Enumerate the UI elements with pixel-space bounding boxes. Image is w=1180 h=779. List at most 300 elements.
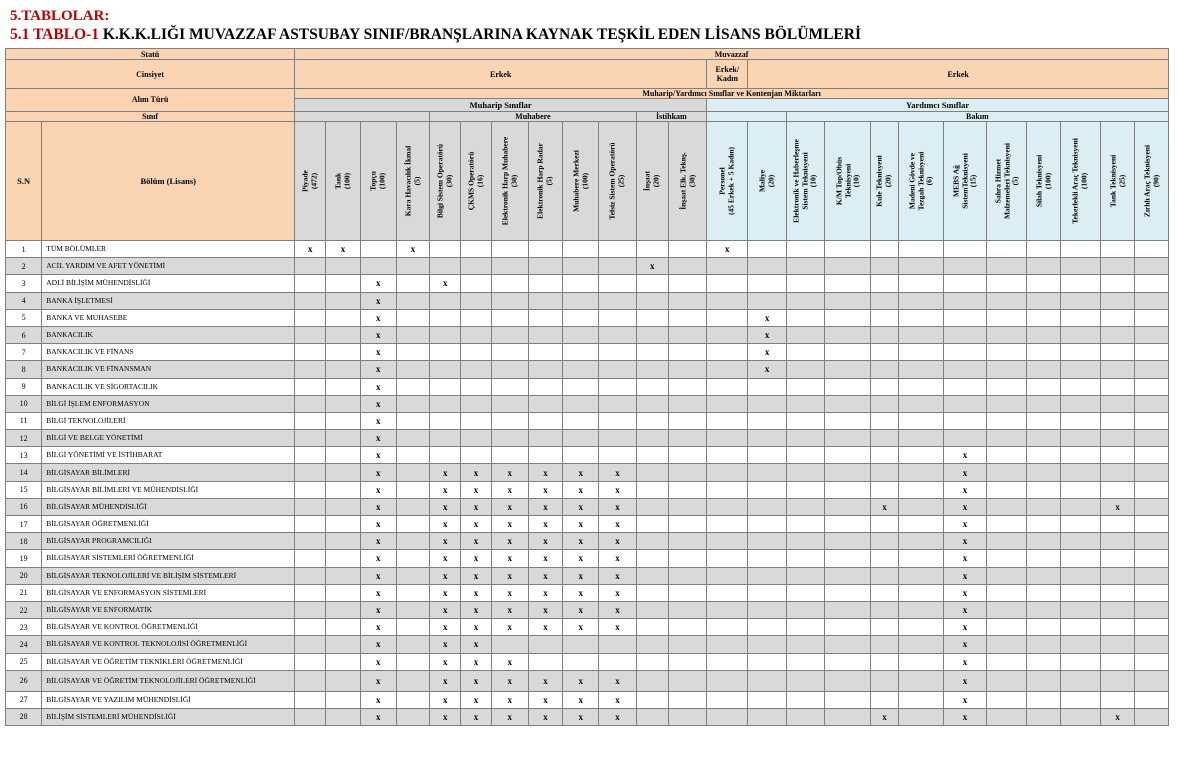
mark-cell (491, 344, 528, 361)
mark-cell (1027, 395, 1060, 412)
mark-cell (786, 309, 824, 326)
table-row (6, 395, 1169, 412)
mark-cell (825, 395, 871, 412)
column-header (295, 122, 326, 241)
mark-cell (1027, 412, 1060, 429)
mark-cell (987, 691, 1027, 708)
mark-cell: x (871, 708, 898, 725)
mark-cell (636, 447, 668, 464)
mark-cell (599, 241, 636, 258)
mark-cell (786, 258, 824, 275)
mark-cell (825, 567, 871, 584)
mark-cell (326, 567, 360, 584)
mark-cell (461, 378, 491, 395)
mark-cell: x (491, 567, 528, 584)
muharip-yardimci-header: Muharip/Yardımcı Sınıflar ve Kontenjan Miktarları (295, 89, 1169, 99)
column-header-label: İnşaat Elk. Teknş. (30) (678, 152, 696, 210)
mark-cell (668, 275, 706, 292)
mark-cell (326, 258, 360, 275)
mark-cell (295, 567, 326, 584)
mark-cell (396, 412, 429, 429)
mark-cell (396, 619, 429, 636)
mark-cell: x (360, 361, 396, 378)
mark-cell (871, 619, 898, 636)
mark-cell (326, 326, 360, 343)
mark-cell: x (563, 464, 599, 481)
mark-cell (1135, 430, 1169, 447)
department-name: BİLGİSAYAR VE ÖĞRETİM TEKNİKLERİ ÖĞRETMENLİĞİ (42, 653, 295, 670)
sinif-blank-2 (707, 112, 787, 122)
mark-cell (871, 533, 898, 550)
mark-cell (599, 395, 636, 412)
mark-cell (786, 567, 824, 584)
mark-cell (636, 378, 668, 395)
mark-cell (825, 481, 871, 498)
column-header (987, 122, 1027, 241)
mark-cell (396, 601, 429, 618)
mark-cell (748, 481, 786, 498)
mark-cell: x (943, 481, 986, 498)
mark-cell (943, 344, 986, 361)
mark-cell: x (528, 481, 562, 498)
mark-cell (528, 258, 562, 275)
table-number: 5.1 TABLO-1 (10, 26, 99, 43)
mark-cell (786, 241, 824, 258)
mark-cell: x (528, 533, 562, 550)
mark-cell (871, 309, 898, 326)
mark-cell (295, 708, 326, 725)
mark-cell (707, 395, 748, 412)
mark-cell (1060, 481, 1100, 498)
mark-cell (748, 275, 786, 292)
department-name: ACİL YARDIM VE AFET YÖNETİMİ (42, 258, 295, 275)
mark-cell (563, 361, 599, 378)
mark-cell (871, 516, 898, 533)
mark-cell (1101, 691, 1135, 708)
mark-cell (898, 498, 943, 515)
mark-cell: x (360, 550, 396, 567)
sinif-label: Sınıf (6, 112, 295, 122)
table-row (6, 481, 1169, 498)
mark-cell (1027, 670, 1060, 691)
column-header (563, 122, 599, 241)
mark-cell (563, 258, 599, 275)
mark-cell (396, 258, 429, 275)
sn-header: S.N (6, 122, 42, 241)
mark-cell (748, 533, 786, 550)
mark-cell (668, 533, 706, 550)
mark-cell: x (360, 395, 396, 412)
mark-cell (396, 670, 429, 691)
department-name: BİLGİSAYAR VE KONTROL ÖĞRETMENLİĞİ (42, 619, 295, 636)
mark-cell (1135, 344, 1169, 361)
mark-cell (491, 395, 528, 412)
mark-cell (599, 653, 636, 670)
mark-cell: x (871, 498, 898, 515)
mark-cell (528, 412, 562, 429)
mark-cell (786, 653, 824, 670)
department-name: BİLGİSAYAR BİLİMLERİ (42, 464, 295, 481)
mark-cell (396, 326, 429, 343)
mark-cell: x (528, 550, 562, 567)
mark-cell: x (491, 498, 528, 515)
mark-cell (563, 241, 599, 258)
mark-cell (1135, 309, 1169, 326)
mark-cell (898, 241, 943, 258)
mark-cell: x (360, 344, 396, 361)
mark-cell: x (430, 653, 461, 670)
mark-cell (987, 498, 1027, 515)
mark-cell (295, 670, 326, 691)
mark-cell (396, 361, 429, 378)
mark-cell (748, 691, 786, 708)
mark-cell (491, 378, 528, 395)
column-header-label: Tekerlekli Araç Teknisyeni (100) (1070, 138, 1089, 224)
mark-cell (871, 584, 898, 601)
mark-cell (707, 601, 748, 618)
mark-cell (636, 708, 668, 725)
mark-cell (430, 378, 461, 395)
mark-cell (1027, 533, 1060, 550)
column-header (707, 122, 748, 241)
mark-cell (1027, 601, 1060, 618)
mark-cell (1101, 430, 1135, 447)
mark-cell (1027, 653, 1060, 670)
mark-cell (1135, 481, 1169, 498)
mark-cell: x (360, 464, 396, 481)
row-number: 15 (6, 481, 42, 498)
department-name: BANKACILIK VE SİGORTACILIK (42, 378, 295, 395)
mark-cell (1101, 533, 1135, 550)
mark-cell (528, 378, 562, 395)
mark-cell (1027, 326, 1060, 343)
row-number: 19 (6, 550, 42, 567)
mark-cell (871, 567, 898, 584)
mark-cell: x (563, 498, 599, 515)
mark-cell (295, 430, 326, 447)
column-header (491, 122, 528, 241)
mark-cell: x (528, 691, 562, 708)
mark-cell (326, 447, 360, 464)
mark-cell (668, 670, 706, 691)
column-header-label: Madeni Gövde ve Tezgah Teknisyeni (6) (906, 151, 933, 211)
mark-cell (396, 653, 429, 670)
mark-cell (599, 636, 636, 653)
mark-cell: x (748, 361, 786, 378)
column-header-label: Elektronik Harp Muhabere (30) (500, 136, 518, 226)
mark-cell (871, 275, 898, 292)
mark-cell (461, 309, 491, 326)
mark-cell (898, 361, 943, 378)
mark-cell (825, 498, 871, 515)
mark-cell: x (461, 619, 491, 636)
column-header-label: Elektronik Harp Radar (5) (535, 143, 554, 219)
mark-cell: x (360, 584, 396, 601)
mark-cell (987, 378, 1027, 395)
mark-cell (1101, 447, 1135, 464)
mark-cell (461, 326, 491, 343)
mark-cell (636, 619, 668, 636)
mark-cell (825, 619, 871, 636)
mark-cell: x (491, 584, 528, 601)
mark-cell: x (599, 464, 636, 481)
mark-cell: x (491, 516, 528, 533)
mark-cell (748, 412, 786, 429)
column-header-label: Elektronik ve Haberleşme Sistem Teknisyeni (10) (791, 139, 818, 223)
mark-cell: x (599, 516, 636, 533)
mark-cell (786, 533, 824, 550)
mark-cell (430, 395, 461, 412)
mark-cell (1027, 447, 1060, 464)
mark-cell (528, 344, 562, 361)
mark-cell (987, 275, 1027, 292)
mark-cell (1135, 464, 1169, 481)
table-row (6, 708, 1169, 725)
department-name: TÜM BÖLÜMLER (42, 241, 295, 258)
mark-cell (786, 378, 824, 395)
mark-cell (528, 275, 562, 292)
mark-cell (987, 584, 1027, 601)
mark-cell (326, 691, 360, 708)
mark-cell (636, 464, 668, 481)
mark-cell (1027, 309, 1060, 326)
department-name: BİLGİ YÖNETİMİ VE İSTİHBARAT (42, 447, 295, 464)
mark-cell (707, 309, 748, 326)
mark-cell (1060, 430, 1100, 447)
column-header (636, 122, 668, 241)
mark-cell (295, 498, 326, 515)
table-row (6, 550, 1169, 567)
table-row (6, 344, 1169, 361)
mark-cell (360, 241, 396, 258)
mark-cell (898, 567, 943, 584)
mark-cell (707, 619, 748, 636)
mark-cell (396, 691, 429, 708)
column-header (668, 122, 706, 241)
sinif-blank-1 (295, 112, 430, 122)
mark-cell (563, 344, 599, 361)
mark-cell (668, 378, 706, 395)
row-number: 9 (6, 378, 42, 395)
mark-cell (1135, 516, 1169, 533)
mark-cell: x (326, 241, 360, 258)
mark-cell: x (360, 378, 396, 395)
mark-cell: x (491, 708, 528, 725)
table-row (6, 498, 1169, 515)
mark-cell (1135, 550, 1169, 567)
column-header-label: Muhabere Merkezi (100) (571, 150, 589, 212)
mark-cell (987, 412, 1027, 429)
mark-cell (748, 584, 786, 601)
mark-cell: x (295, 241, 326, 258)
mark-cell (295, 550, 326, 567)
mark-cell (943, 241, 986, 258)
mark-cell (786, 498, 824, 515)
mark-cell (1101, 653, 1135, 670)
bolum-header: Bölüm (Lisans) (42, 122, 295, 241)
mark-cell: x (491, 533, 528, 550)
mark-cell: x (528, 516, 562, 533)
eligibility-table (5, 48, 1169, 726)
alim-turu-label: Alım Türü (6, 89, 295, 112)
column-header (1101, 122, 1135, 241)
mark-cell: x (430, 498, 461, 515)
mark-cell: x (599, 670, 636, 691)
mark-cell: x (943, 653, 986, 670)
mark-cell: x (748, 326, 786, 343)
mark-cell (360, 258, 396, 275)
row-number: 24 (6, 636, 42, 653)
mark-cell (943, 395, 986, 412)
mark-cell (1060, 516, 1100, 533)
mark-cell (707, 550, 748, 567)
mark-cell: x (943, 447, 986, 464)
mark-cell (898, 447, 943, 464)
mark-cell: x (563, 550, 599, 567)
mark-cell (1101, 516, 1135, 533)
mark-cell (1135, 708, 1169, 725)
mark-cell: x (943, 498, 986, 515)
mark-cell (898, 395, 943, 412)
mark-cell: x (491, 481, 528, 498)
mark-cell (563, 412, 599, 429)
mark-cell (1101, 670, 1135, 691)
mark-cell (943, 430, 986, 447)
table-row (6, 412, 1169, 429)
mark-cell (461, 258, 491, 275)
mark-cell (295, 395, 326, 412)
mark-cell (707, 567, 748, 584)
mark-cell (786, 344, 824, 361)
mark-cell: x (599, 708, 636, 725)
mark-cell (396, 516, 429, 533)
column-header-label: Maliye (20) (757, 169, 776, 193)
mark-cell (943, 361, 986, 378)
mark-cell (1135, 412, 1169, 429)
column-header-label: Tank Teknisyeni (25) (1108, 154, 1126, 208)
mark-cell (1135, 378, 1169, 395)
mark-cell (563, 447, 599, 464)
mark-cell (668, 412, 706, 429)
mark-cell (430, 430, 461, 447)
column-header-label: Telsiz Sistem Operatörü (25) (607, 142, 626, 220)
mark-cell: x (360, 691, 396, 708)
mark-cell (825, 601, 871, 618)
mark-cell (396, 464, 429, 481)
mark-cell (707, 430, 748, 447)
mark-cell (748, 670, 786, 691)
mark-cell (1101, 636, 1135, 653)
mark-cell (491, 430, 528, 447)
mark-cell (668, 619, 706, 636)
mark-cell (491, 636, 528, 653)
mark-cell (748, 619, 786, 636)
mark-cell (636, 601, 668, 618)
mark-cell (396, 533, 429, 550)
mark-cell: x (599, 691, 636, 708)
mark-cell (871, 326, 898, 343)
mark-cell (987, 464, 1027, 481)
mark-cell (707, 653, 748, 670)
mark-cell (786, 447, 824, 464)
mark-cell (668, 653, 706, 670)
mark-cell (636, 550, 668, 567)
column-header-label: ÇKMS Operatörü (16) (466, 151, 484, 211)
mark-cell (636, 670, 668, 691)
mark-cell: x (491, 619, 528, 636)
column-header (1060, 122, 1100, 241)
mark-cell (295, 258, 326, 275)
mark-cell (748, 550, 786, 567)
mark-cell (1027, 619, 1060, 636)
mark-cell (748, 292, 786, 309)
mark-cell (1135, 619, 1169, 636)
mark-cell (1101, 601, 1135, 618)
mark-cell: x (360, 412, 396, 429)
mark-cell (748, 241, 786, 258)
mark-cell (599, 258, 636, 275)
department-name: BİLGİSAYAR ÖĞRETMENLİĞİ (42, 516, 295, 533)
mark-cell (871, 344, 898, 361)
column-header-label: K/M Top/Obüs Teknisyeni (10) (833, 156, 860, 206)
mark-cell: x (748, 344, 786, 361)
mark-cell (1060, 395, 1100, 412)
mark-cell (295, 378, 326, 395)
mark-cell: x (563, 584, 599, 601)
mark-cell (636, 498, 668, 515)
mark-cell (898, 691, 943, 708)
mark-cell: x (360, 275, 396, 292)
mark-cell (461, 447, 491, 464)
table-row (6, 275, 1169, 292)
department-name: BANKACILIK VE FİNANSMAN (42, 361, 295, 378)
column-header-label: Topçu (100) (368, 171, 387, 191)
mark-cell (1135, 241, 1169, 258)
mark-cell (396, 498, 429, 515)
mark-cell: x (461, 601, 491, 618)
mark-cell (871, 670, 898, 691)
mark-cell (1135, 361, 1169, 378)
mark-cell (871, 241, 898, 258)
mark-cell (748, 395, 786, 412)
mark-cell (786, 670, 824, 691)
mark-cell (563, 292, 599, 309)
mark-cell (1101, 395, 1135, 412)
table-row (6, 533, 1169, 550)
mark-cell: x (461, 708, 491, 725)
mark-cell: x (563, 691, 599, 708)
mark-cell (461, 412, 491, 429)
mark-cell (748, 708, 786, 725)
mark-cell (1101, 464, 1135, 481)
mark-cell (707, 344, 748, 361)
mark-cell: x (430, 533, 461, 550)
mark-cell (898, 481, 943, 498)
mark-cell (943, 412, 986, 429)
mark-cell (987, 258, 1027, 275)
table-row (6, 447, 1169, 464)
column-header-label: MEBS Ağ SistemTeknisyeni (15) (951, 153, 978, 209)
mark-cell (295, 361, 326, 378)
mark-cell: x (563, 533, 599, 550)
mark-cell (430, 258, 461, 275)
mark-cell: x (943, 601, 986, 618)
mark-cell (668, 481, 706, 498)
mark-cell (987, 447, 1027, 464)
mark-cell (987, 309, 1027, 326)
mark-cell (528, 653, 562, 670)
mark-cell (636, 275, 668, 292)
